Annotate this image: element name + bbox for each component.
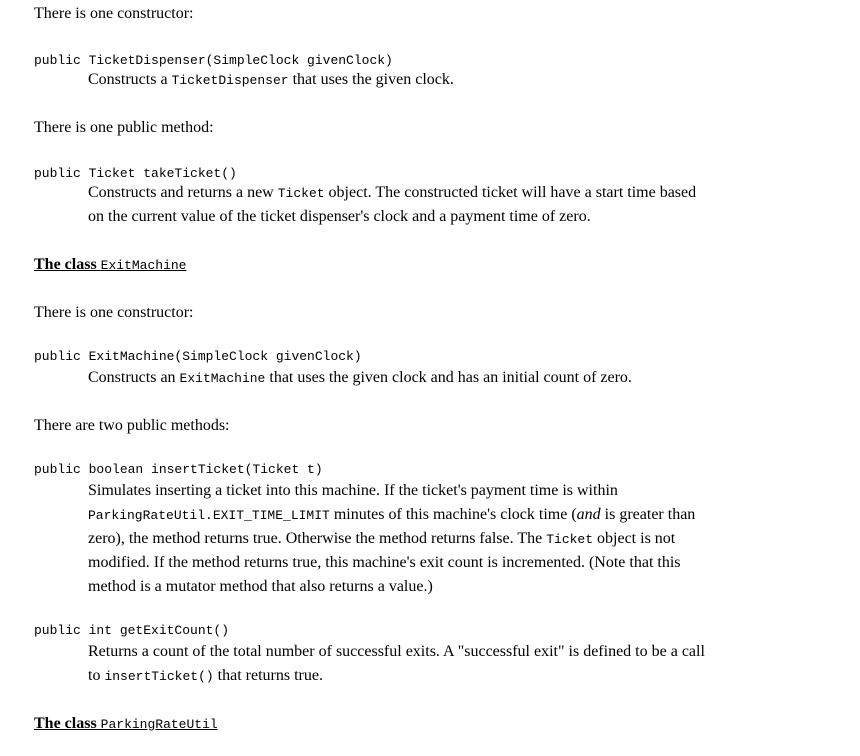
getexitcount-description-line-1: Returns a count of the total number of successful exits. A "successful exit" is defined to be a call — [88, 643, 705, 660]
description-text: object. The constructed ticket will have a start time based — [324, 184, 697, 201]
class-name-code: Ticket — [277, 186, 325, 201]
description-text: to — [88, 667, 105, 684]
insertticket-method-signature: public boolean insertTicket(Ticket t) — [34, 462, 323, 477]
heading-prefix: The class — [34, 715, 101, 732]
exitmachine-class-heading — [34, 255, 187, 276]
class-name-code: Ticket — [546, 532, 594, 547]
getexitcount-description-line-2 — [88, 666, 323, 687]
taketicket-description-line-1 — [88, 183, 696, 204]
constant-name-code: ParkingRateUtil.EXIT_TIME_LIMIT — [88, 508, 330, 523]
description-text: minutes of this machine's clock time ( — [329, 506, 577, 523]
parkingrateutil-class-heading — [34, 714, 218, 735]
heading-text — [34, 715, 218, 732]
description-text: zero), the method returns true. Otherwise the method returns false. The — [88, 530, 547, 547]
description-text: object is not — [593, 530, 676, 547]
heading-class-name: ParkingRateUtil — [100, 717, 218, 732]
insertticket-description-line-3 — [88, 529, 675, 550]
class-name-code: ExitMachine — [179, 371, 266, 386]
description-text: is greater than — [600, 506, 696, 523]
description-text: Constructs a — [88, 71, 172, 88]
description-text: that uses the given clock. — [288, 71, 454, 88]
insertticket-description-line-1: Simulates inserting a ticket into this machine. If the ticket's payment time is within — [88, 482, 618, 499]
class-name-code: TicketDispenser — [171, 73, 289, 88]
getexitcount-method-signature: public int getExitCount() — [34, 623, 230, 638]
ticketdispenser-constructor-signature: public TicketDispenser(SimpleClock givenClock) — [34, 53, 393, 68]
ticketdispenser-constructor-description — [88, 70, 454, 91]
heading-text — [34, 256, 187, 273]
exitmachine-constructor-signature: public ExitMachine(SimpleClock givenClock) — [34, 349, 362, 364]
taketicket-method-signature: public Ticket takeTicket() — [34, 166, 237, 181]
description-text: that returns true. — [213, 667, 323, 684]
description-text: Constructs an — [88, 369, 180, 386]
constructor-intro-text: There is one constructor: — [34, 304, 194, 321]
insertticket-description-line-4: modified. If the method returns true, this machine's exit count is incremented. (Note that this — [88, 554, 681, 571]
insertticket-description-line-5: method is a mutator method that also returns a value.) — [88, 578, 433, 595]
taketicket-description-line-2: on the current value of the ticket dispenser's clock and a payment time of zero. — [88, 208, 591, 225]
heading-class-name: ExitMachine — [100, 258, 187, 273]
description-text: that uses the given clock and has an initial count of zero. — [265, 369, 632, 386]
exitmachine-constructor-description — [88, 368, 632, 389]
heading-prefix: The class — [34, 256, 101, 273]
emphasis-text: and — [576, 506, 601, 523]
method-name-code: insertTicket() — [104, 669, 214, 684]
description-text: Constructs and returns a new — [88, 184, 278, 201]
insertticket-description-line-2 — [88, 505, 695, 526]
methods-intro-text: There are two public methods: — [34, 417, 230, 434]
method-intro-text: There is one public method: — [34, 119, 214, 136]
constructor-intro-text: There is one constructor: — [34, 5, 194, 22]
